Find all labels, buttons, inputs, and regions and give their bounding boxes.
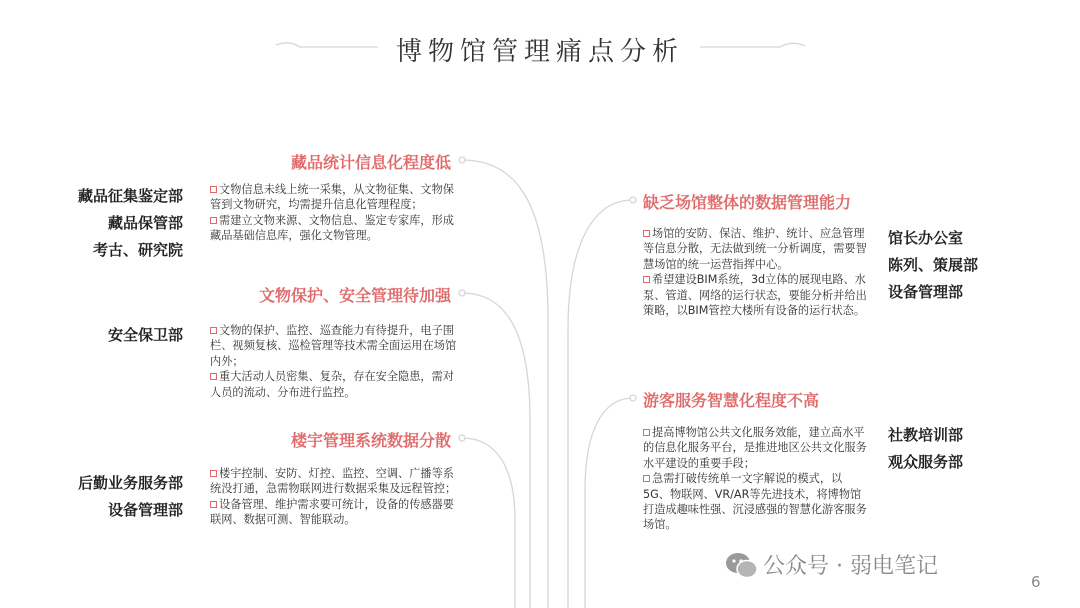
section-heading: 楼宇管理系统数据分散 [290, 431, 451, 450]
page-number: 6 [1031, 573, 1041, 591]
department-name: 馆长办公室 [888, 229, 964, 247]
branch-line-5 [585, 398, 633, 608]
section-heading: 缺乏场馆整体的数据管理能力 [643, 193, 852, 212]
branch-line-2 [462, 293, 530, 608]
section-body [643, 226, 868, 318]
hollow-square-icon [643, 276, 650, 283]
bullet-item: 希望建设BIM系统，3d立体的展现电路、水泵、管道、网络的运行状态，要能分析并给出策略，以BIM管控大楼所有设备的运行状态。 [643, 273, 867, 318]
branch-node-5 [630, 395, 636, 401]
department-list [78, 470, 183, 524]
department-list [108, 322, 183, 349]
hollow-square-icon [210, 373, 217, 380]
hollow-square-icon [210, 470, 217, 477]
section-body [210, 323, 460, 400]
department-name: 陈列、策展部 [888, 256, 979, 274]
bullet-item: 场馆的安防、保洁、维护、统计、应急管理等信息分散，无法做到统一分析调度，需要智慧场馆的统一运营指挥中心。 [643, 227, 867, 271]
section-body [210, 466, 460, 528]
bullet-item: 急需打破传统单一文字解说的模式，以5G、物联网、VR/AR等先进技术，将博物馆打造成趣味性强、沉浸感强的智慧化游客服务场馆。 [643, 472, 867, 532]
page-title: 博物馆管理痛点分析 [395, 37, 684, 67]
department-list [888, 422, 963, 476]
department-list [78, 183, 183, 264]
watermark-text: 公众号 · 弱电笔记 [763, 554, 938, 579]
branch-line-4 [568, 200, 633, 608]
branch-line-3 [462, 438, 515, 608]
hollow-square-icon [210, 217, 217, 224]
department-list [888, 225, 978, 306]
department-name: 藏品保管部 [107, 214, 183, 232]
bullet-item: 提高博物馆公共文化服务效能，建立高水平的信息化服务平台，是推进地区公共文化服务水平建设的重要手段； [643, 426, 867, 470]
bullet-item: 文物信息未线上统一采集，从文物征集、文物保管到文物研究，均需提升信息化管理程度； [210, 183, 454, 212]
wechat-icon [725, 550, 759, 580]
bullet-item: 楼宇控制、安防、灯控、监控、空调、广播等系统没打通，急需物联网进行数据采集及远程管控； [210, 467, 457, 496]
hollow-square-icon [210, 186, 217, 193]
section-heading: 游客服务智慧化程度不高 [643, 391, 820, 410]
title-flourish-right [700, 43, 805, 47]
bullet-item: 重大活动人员密集、复杂，存在安全隐患，需对人员的流动、分布进行监控。 [210, 370, 454, 399]
section-body [210, 182, 460, 244]
section-heading: 文物保护、安全管理待加强 [258, 286, 451, 305]
bullet-item: 文物的保护、监控、巡查能力有待提升，电子围栏、视频复核、巡检管理等技术需全面运用在场馆内外； [210, 324, 457, 368]
bullet-item: 需建立文物来源、文物信息、鉴定专家库，形成藏品基础信息库，强化文物管理。 [210, 213, 454, 243]
section-body [643, 425, 868, 533]
hollow-square-icon [210, 327, 217, 334]
section-heading: 藏品统计信息化程度低 [290, 153, 451, 172]
title-flourish-left [276, 43, 378, 47]
department-name: 后勤业务服务部 [77, 474, 183, 492]
department-name: 社教培训部 [888, 426, 964, 444]
branch-node-2 [459, 290, 465, 296]
branch-node-3 [459, 435, 465, 441]
department-name: 设备管理部 [888, 283, 964, 301]
branch-node-1 [459, 157, 465, 163]
department-name: 安全保卫部 [107, 326, 183, 344]
branch-line-1 [462, 160, 548, 608]
department-name: 设备管理部 [107, 501, 183, 519]
hollow-square-icon [643, 475, 650, 482]
department-name: 观众服务部 [888, 453, 964, 471]
hollow-square-icon [210, 501, 217, 508]
department-name: 藏品征集鉴定部 [77, 187, 183, 205]
department-name: 考古、研究院 [92, 241, 183, 259]
bullet-item: 设备管理、维护需求要可统计，设备的传感器要联网、数据可测、智能联动。 [210, 497, 454, 527]
hollow-square-icon [643, 230, 650, 237]
hollow-square-icon [643, 429, 650, 436]
branch-node-4 [630, 197, 636, 203]
